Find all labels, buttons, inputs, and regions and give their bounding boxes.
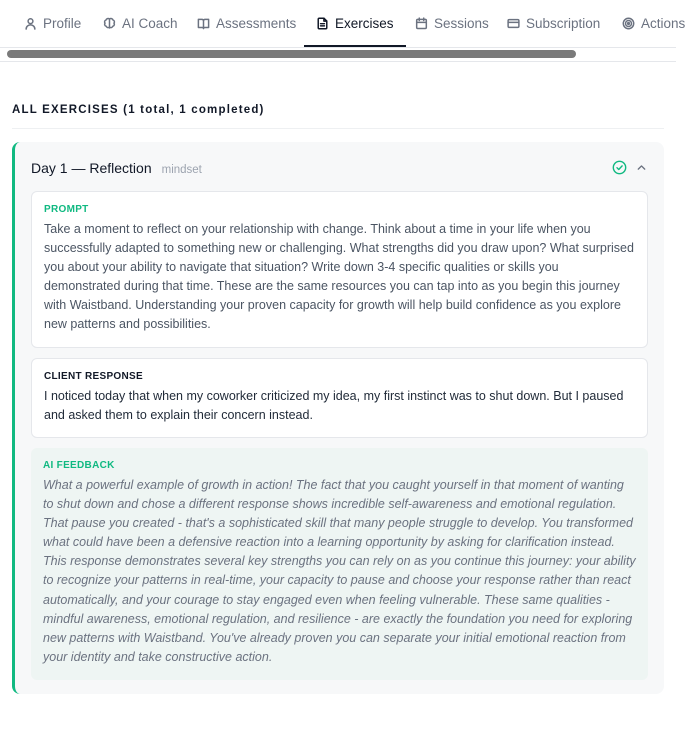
file-text-icon [316, 17, 329, 30]
chevron-up-icon[interactable] [636, 162, 647, 173]
tab-sessions[interactable] [415, 0, 489, 47]
divider [12, 128, 664, 129]
tab-label: Subscription [526, 16, 601, 31]
brain-icon [103, 17, 116, 30]
scrollbar-thumb[interactable] [7, 50, 576, 58]
ai-feedback-text: What a powerful example of growth in action! The fact that you caught yourself in that moment of wanting to shut down and chose a different response shows incredible self-awareness and emotional regulation. That pause you created - that's a sophisticated skill that many people struggle to develop. You transformed what could have been a defensive reaction into a learning opportunity by asking for clarification instead. This response demonstrates several key strengths you can rely on as you continue this journey: your ability to recognize your patterns in real-time, your capacity to pause and choose your response rather than react automatically, and your courage to stay engaged even when feeling vulnerable. These same qualities - mindful awareness, emotional regulation, and resilience - are exactly the foundation you need for exploring new patterns with Waistband. You've already proven you can separate your initial emotional reaction from your identity and take constructive action. [43, 478, 636, 664]
user-icon [24, 17, 37, 30]
client-response-box [31, 358, 648, 438]
tab-label: AI Coach [122, 16, 178, 31]
exercise-card [12, 142, 664, 694]
prompt-label: PROMPT [44, 204, 89, 215]
calendar-icon [415, 17, 428, 30]
tab-label: Assessments [216, 16, 297, 31]
tab-label: Sessions [434, 16, 489, 31]
exercise-header[interactable] [31, 160, 202, 176]
tab-actions[interactable] [622, 0, 685, 47]
tab-bar [0, 0, 685, 48]
tab-subscription[interactable] [507, 0, 600, 47]
client-response-text: I noticed today that when my coworker criticized my idea, my first instinct was to shut down. But I paused and asked them to explain their concern instead. [44, 389, 624, 423]
client-response-label: CLIENT RESPONSE [44, 371, 143, 382]
tab-profile[interactable] [24, 0, 81, 47]
tab-exercises[interactable] [316, 0, 394, 47]
tab-label: Profile [43, 16, 82, 31]
exercise-title: Day 1 — Reflection [31, 160, 152, 176]
prompt-box [31, 191, 648, 348]
exercises-heading: ALL EXERCISES (1 total, 1 completed) [12, 104, 265, 116]
tab-scrollbar[interactable] [0, 48, 676, 62]
credit-card-icon [507, 17, 520, 30]
tab-label: Exercises [335, 16, 394, 31]
tab-ai-coach[interactable] [103, 0, 178, 47]
tab-assessments[interactable] [197, 0, 296, 47]
prompt-text: Take a moment to reflect on your relationship with change. Think about a time in your life when you successfully adapted to something new or challenging. What strengths did you draw upon? What surprised you about your ability to navigate that situation? Write down 3-4 specific qualities or skills you demonstrated during that time. These are the same resources you can tap into as you begin this journey with Waistband. Understanding your proven capacity for growth will help build confidence as you explore new patterns and possibilities. [44, 222, 634, 332]
ai-feedback-box [31, 448, 648, 680]
check-circle-icon [612, 160, 627, 175]
exercise-category: mindset [161, 164, 202, 176]
tab-label: Actions [641, 16, 685, 31]
target-icon [622, 17, 635, 30]
ai-feedback-label: AI FEEDBACK [43, 460, 115, 471]
book-icon [197, 17, 210, 30]
